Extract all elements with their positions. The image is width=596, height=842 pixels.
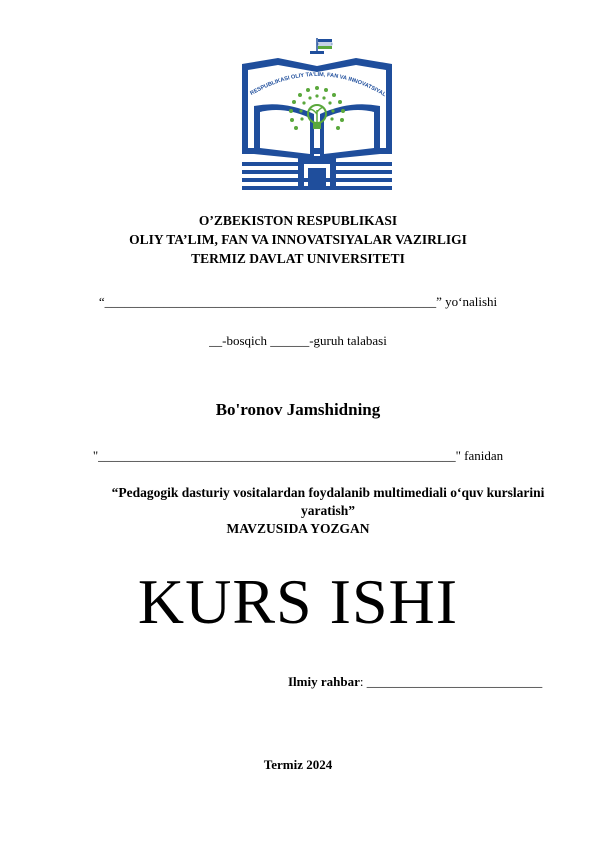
header-line-ministry: OLIY TA’LIM, FAN VA INNOVATSIYALAR VAZIRLIGI bbox=[129, 232, 467, 247]
subject-line: "_______________________________________________________" fanidan bbox=[92, 448, 504, 463]
header-line-university: TERMIZ DAVLAT UNIVERSITETI bbox=[191, 251, 405, 266]
supervisor-separator: : bbox=[359, 674, 367, 689]
topic-suffix: MAVZUSIDA YOZGAN bbox=[226, 521, 370, 536]
ministry-logo bbox=[238, 36, 396, 192]
direction-line: “___________________________________________________” yo‘nalishi bbox=[98, 294, 498, 309]
student-name: Bo'ronov Jamshidning bbox=[215, 400, 381, 419]
topic-title: “Pedagogik dasturiy vositalardan foydalanib multimediali o‘quv kurslarini yaratish” bbox=[111, 485, 545, 518]
supervisor-line bbox=[288, 674, 542, 690]
city-year: Termiz 2024 bbox=[263, 757, 333, 772]
header-line-republic: O’ZBEKISTON RESPUBLIKASI bbox=[198, 213, 398, 228]
supervisor-label: Ilmiy rahbar bbox=[288, 674, 360, 689]
institution-header bbox=[0, 211, 596, 268]
supervisor-blank: ___________________________ bbox=[366, 674, 543, 689]
group-line: __-bosqich ______-guruh talabasi bbox=[209, 333, 387, 348]
ministry-logo-graphic bbox=[238, 36, 396, 192]
document-title: KURS ISHI bbox=[137, 566, 459, 637]
logo-arc-text: RESPUBLIKASI OLIY TA'LIM, FAN VA INNOVATSIYAL bbox=[249, 71, 387, 99]
